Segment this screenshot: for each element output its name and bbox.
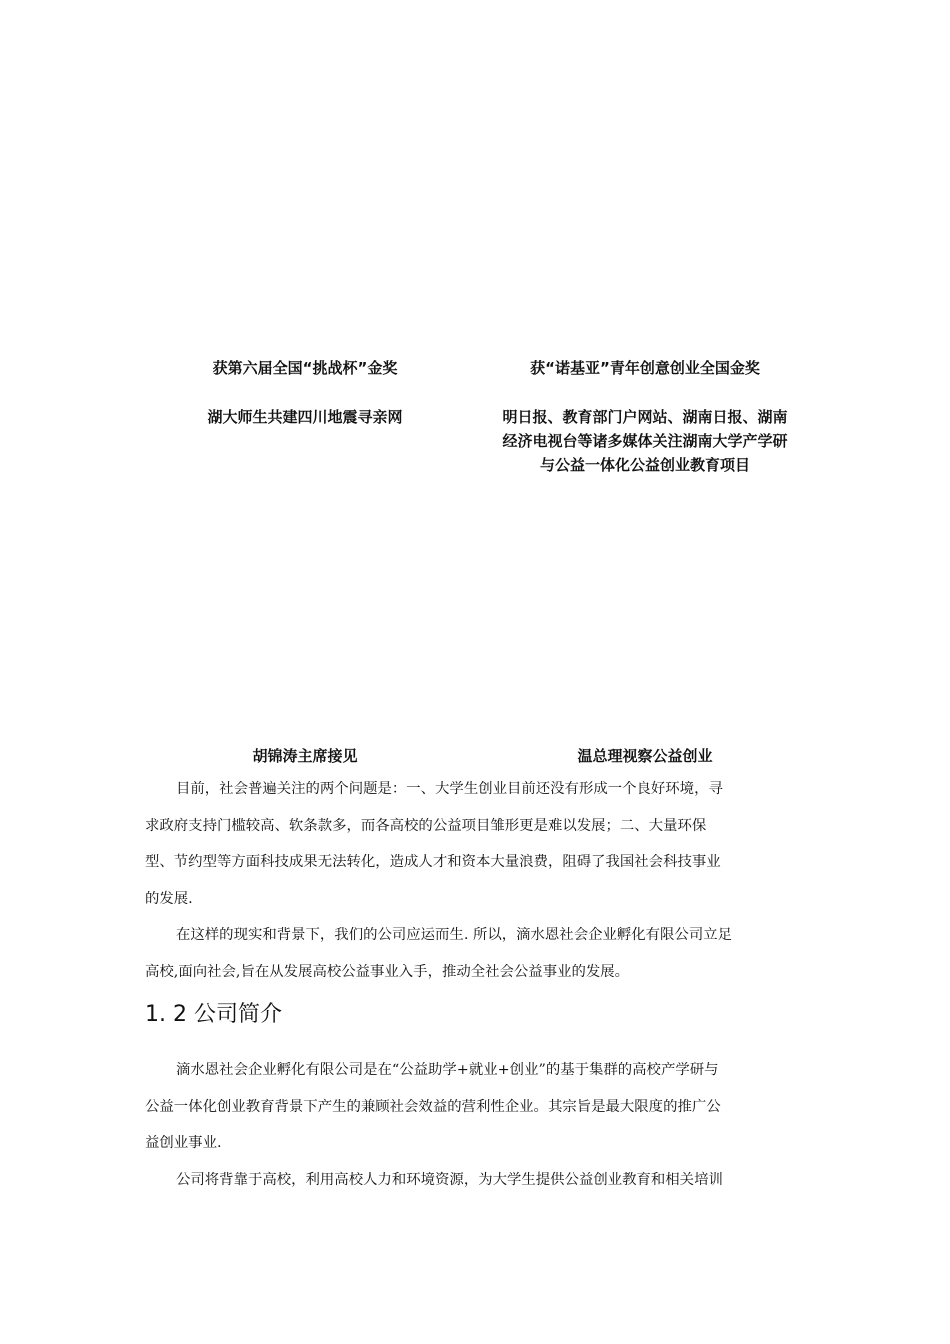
text-line: 目前，社会普遍关注的两个问题是：一、大学生创业目前还没有形成一个良好环境，寻 xyxy=(176,781,723,797)
photo-caption-premier-visit: 温总理视察公益创业 xyxy=(577,747,713,765)
text-line: 益创业事业. xyxy=(145,1135,222,1151)
text-line: 高校,面向社会,旨在从发展高校公益事业入手，推动全社会公益事业的发展。 xyxy=(145,963,630,980)
section-heading-company-intro: 1. 2 公司简介 xyxy=(145,1002,282,1027)
photo-caption-sichuan-earthquake: 湖大师生共建四川地震寻亲网 xyxy=(207,408,403,426)
text-line: 滴水恩社会企业孵化有限公司是在“公益助学+就业+创业”的基于集群的高校产学研与 xyxy=(176,1062,719,1078)
caption-line: 与公益一体化公益创业教育项目 xyxy=(539,456,750,474)
photo-caption-challenge-cup: 获第六届全国“挑战杯”金奖 xyxy=(212,359,398,377)
photo-caption-media-coverage xyxy=(480,405,810,477)
caption-line: 明日报、教育部门户网站、湖南日报、湖南 xyxy=(502,408,788,426)
paragraph-origin xyxy=(145,917,795,990)
paragraph-company-plan xyxy=(145,1162,795,1199)
text-line: 公司将背靠于高校，利用高校人力和环境资源，为大学生提供公益创业教育和相关培训 xyxy=(176,1172,723,1188)
photo-caption-nokia-award: 获“诺基亚”青年创意创业全国金奖 xyxy=(530,359,760,377)
text-line: 在这样的现实和背景下，我们的公司应运而生. 所以，滴水恩社会企业孵化有限公司立足 xyxy=(176,927,732,943)
photo-caption-president-meeting: 胡锦涛主席接见 xyxy=(252,747,358,765)
text-line: 型、节约型等方面科技成果无法转化，造成人才和资本大量浪费，阻碍了我国社会科技事业 xyxy=(145,854,721,870)
text-line: 公益一体化创业教育背景下产生的兼顾社会效益的营利性企业。其宗旨是最大限度的推广公 xyxy=(145,1098,721,1115)
paragraph-company-intro xyxy=(145,1052,795,1162)
text-line: 求政府支持门槛较高、软条款多，而各高校的公益项目雏形更是难以发展；二、大量环保 xyxy=(145,817,707,834)
paragraph-background xyxy=(145,771,795,917)
caption-line: 经济电视台等诸多媒体关注湖南大学产学研 xyxy=(502,432,788,450)
text-line: 的发展. xyxy=(145,890,193,907)
